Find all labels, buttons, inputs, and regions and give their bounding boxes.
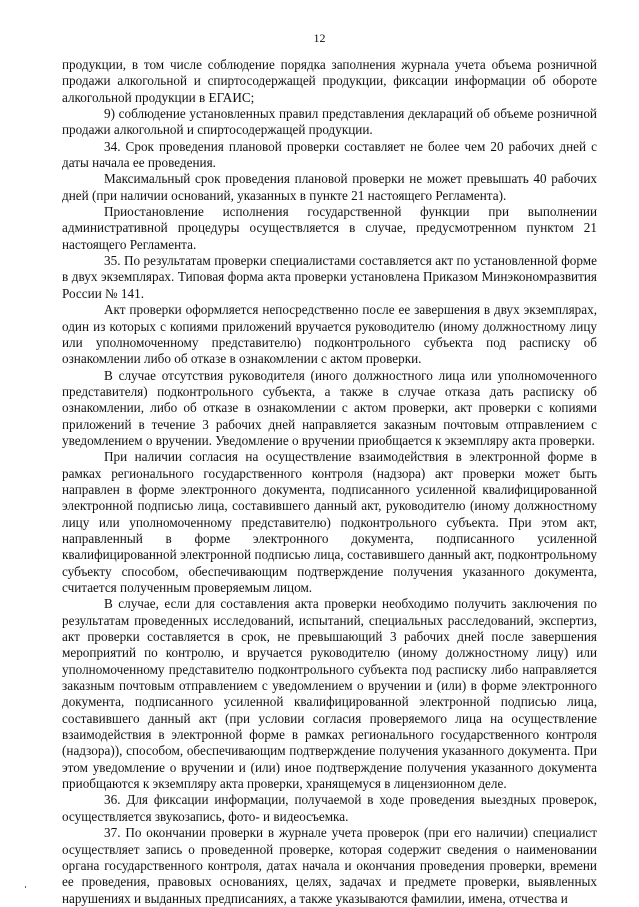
paragraph: Приостановление исполнения государственной функции при выполнении административной процедуры осуществляется в случае, предусмотренном пунктом 21 настоящего Регламента. [62, 204, 597, 252]
paragraph: 9) соблюдение установленных правил представления деклараций об объеме розничной продажи алкогольной и спиртосодержащей продукции. [62, 106, 597, 138]
paragraph: Акт проверки оформляется непосредственно после ее завершения в двух экземплярах, один из которых с копиями приложений вручается руководителю (иному должностному лицу или уполномоченному представителю) подконтрольного субъекта под расписку об ознакомлении либо об отказе в ознакомлении с актом проверки. [62, 302, 597, 367]
paragraph: 34. Срок проведения плановой проверки составляет не более чем 20 рабочих дней с даты начала ее проведения. [62, 138, 597, 171]
paragraph: При наличии согласия на осуществление взаимодействия в электронной форме в рамках регионального государственного контроля (надзора) акт проверки может быть направлен в форме электронного документа, подписанного усиленной квалифицированной электронной подписью лица, составившего данный акт, руководителю (иному должностному лицу или уполномоченному представителю) подконтрольного субъекта. При этом акт, направленный в форме электронного документа, подписанного усиленной квалифицированной электронной подписью лица, составившего данный акт, подконтрольному субъекту способом, обеспечивающим подтверждение получения указанного документа, считается полученным проверяемым лицом. [62, 449, 597, 595]
paragraph: 36. Для фиксации информации, получаемой в ходе проведения выездных проверок, осуществляется звукозапись, фото- и видеосъемка. [62, 792, 597, 824]
paragraph: продукции, в том числе соблюдение порядка заполнения журнала учета объема розничной продажи алкогольной и спиртосодержащей продукции, фиксации информации об обороте алкогольной продукции в ЕГАИС; [62, 57, 597, 105]
paragraph: 37. По окончании проверки в журнале учета проверок (при его наличии) специалист осуществляет запись о проведенной проверке, которая содержит сведения о наименовании органа государственного контроля, датах начала и окончания проведения проверки, времени ее проведения, правовых основаниях, целях, задачах и предмете проверки, выявленных нарушениях и выданных предписаниях, а также указываются фамилии, имена, отчества и [62, 825, 597, 906]
paragraph: В случае, если для составления акта проверки необходимо получить заключения по результатам проведенных исследований, испытаний, специальных расследований, экспертиз, акт проверки составляется в срок, не превышающий 3 рабочих дней после завершения мероприятий по контролю, и вручается руководителю (иному должностному лицу) или уполномоченному представителю подконтрольного субъекта под расписку либо направляется заказным почтовым отправлением с уведомлением о вручении и (или) в форме электронного документа, подписанного усиленной квалифицированной электронной подписью лица, составившего данный акт (при условии согласия проверяемого лица на осуществление взаимодействия в электронной форме в рамках регионального государственного контроля (надзора)), способом, обеспечивающим подтверждение получения указанного документа. При этом уведомление о вручении и (или) иное подтверждение получения указанного документа приобщаются к экземпляру акта проверки, хранящемуся в лицензионном деле. [62, 596, 597, 792]
page-number: 12 [313, 31, 326, 45]
paragraph: 35. По результатам проверки специалистами составляется акт по установленной форме в двух экземплярах. Типовая форма акта проверки установлена Приказом Минэкономразвития России № 141. [62, 253, 597, 301]
paragraph: Максимальный срок проведения плановой проверки не может превышать 40 рабочих дней (при наличии оснований, указанных в пункте 21 настоящего Регламента). [62, 171, 597, 203]
paragraph: В случае отсутствия руководителя (иного должностного лица или уполномоченного представителя) подконтрольного субъекта, а также в случае отказа дать расписку об ознакомлении, либо об отказе в ознакомлении с актом проверки, акт проверки с копиями приложений в течение 3 рабочих дней направляется заказным почтовым отправлением с уведомлением о вручении. Уведомление о вручении приобщается к экземпляру акта проверки. [62, 367, 597, 448]
scan-speck [25, 886, 26, 888]
text-body [62, 57, 597, 907]
